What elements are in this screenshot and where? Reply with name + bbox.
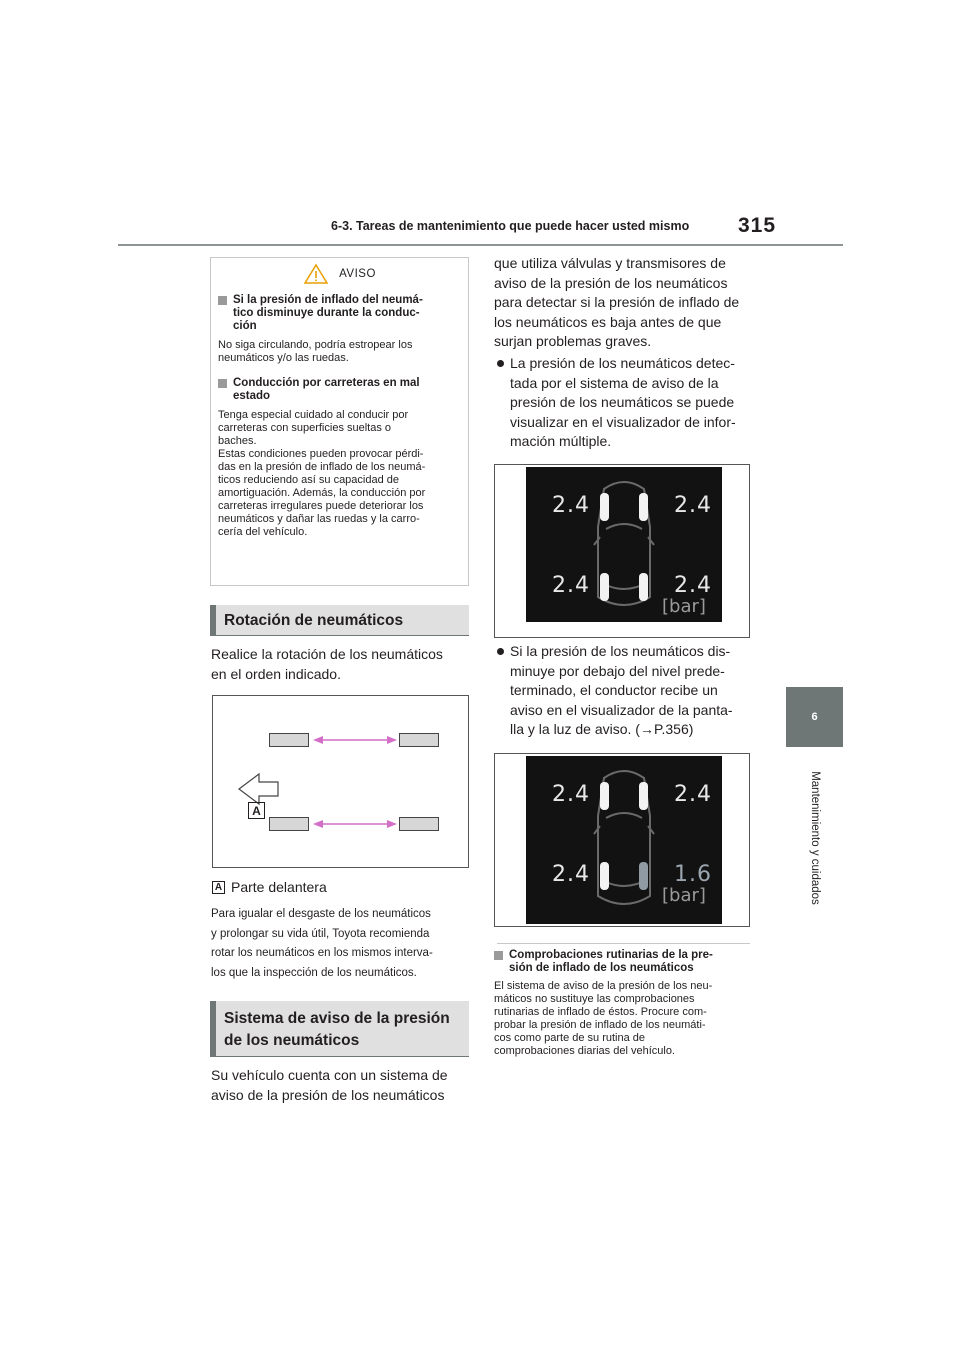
tpws-text-right: que utiliza válvulas y transmisores de aviso de la presión de los neumáticos para detectar si la presión de inflado de los neumáticos es baja antes de que surjan problemas graves. xyxy=(494,255,740,349)
rotation-note: Para igualar el desgaste de los neumáticos y prolongar su vida útil, Toyota recomienda rotar los neumáticos en los mismos interva- los que la inspección de los neumáticos. xyxy=(211,908,433,979)
front-direction-arrow xyxy=(239,774,278,804)
warning-section-title: Si la presión de inflado del neumá- tico disminuye durante la conduc- ción xyxy=(233,294,423,332)
bullet-dot-icon xyxy=(497,648,504,655)
section-title: 6-3. Tareas de mantenimiento que puede hacer usted mismo xyxy=(331,219,690,233)
square-bullet-icon xyxy=(218,379,227,388)
pressure-front-left: 2.4 xyxy=(552,493,590,518)
chapter-tab: 6 xyxy=(786,687,843,747)
warning-section xyxy=(218,377,461,539)
bullet-text: La presión de los neumáticos detec- tada por el sistema de aviso de la presión de los neumáticos se puede visualizar en el visualizador de infor- mación múltiple. xyxy=(510,355,736,449)
pressure-rear-left: 2.4 xyxy=(552,862,590,887)
note-divider xyxy=(497,943,750,944)
warning-header xyxy=(218,258,461,289)
pressure-unit: [bar] xyxy=(662,885,706,906)
bullet-item xyxy=(497,642,733,740)
pressure-unit: [bar] xyxy=(662,596,706,617)
bullet-dot-icon xyxy=(497,360,504,367)
legend-text: Parte delantera xyxy=(231,879,327,895)
figure-legend xyxy=(212,879,327,895)
warning-triangle-icon xyxy=(303,263,329,285)
pressure-rear-right-low: 1.6 xyxy=(674,862,712,887)
tire-pressure-display xyxy=(494,464,750,638)
warning-title: AVISO xyxy=(339,267,376,280)
square-bullet-icon xyxy=(218,296,227,305)
page-number: 315 xyxy=(738,214,777,237)
bullet-item xyxy=(497,354,736,452)
routine-check-note xyxy=(494,949,752,1058)
tire-pressure-display-warning xyxy=(494,753,750,927)
warning-section-body: Tenga especial cuidado al conducir por carreteras con superficies sueltas o baches. Estas condiciones pueden provocar pérdi- das en la presión de inflado de los neumá- ticos reduciendo así su capacidad de amortiguación. Además, la conducción por carreteras irregulares puede deteriorar los neumáticos y dañar las ruedas y la carro- cería del vehículo. xyxy=(218,409,426,538)
rotation-intro: Realice la rotación de los neumáticos en el orden indicado. xyxy=(211,646,443,682)
figure-label-a: A xyxy=(248,802,265,819)
rotation-arrows xyxy=(213,696,470,869)
display-screen xyxy=(526,756,722,924)
tpws-heading: Sistema de aviso de la presión de los neumáticos xyxy=(210,1001,469,1057)
tpws-text-left: Su vehículo cuenta con un sistema de aviso de la presión de los neumáticos xyxy=(211,1067,448,1103)
warning-section-title: Conducción por carreteras en mal estado xyxy=(233,377,420,402)
pressure-front-left: 2.4 xyxy=(552,782,590,807)
square-bullet-icon xyxy=(494,951,503,960)
legend-label-a: A xyxy=(212,881,225,894)
warning-box xyxy=(210,257,469,586)
header-rule xyxy=(118,244,843,246)
rotation-heading: Rotación de neumáticos xyxy=(210,605,469,636)
bullet-text: Si la presión de los neumáticos dis- minuye por debajo del nivel prede- terminado, el conductor recibe un aviso en el visualizador de la panta- lla y la luz de aviso. (→P.356) xyxy=(510,643,733,737)
pressure-front-right: 2.4 xyxy=(674,493,712,518)
chapter-label: Mantenimiento y cuidados xyxy=(809,771,821,905)
display-screen xyxy=(526,467,722,622)
note-title: Comprobaciones rutinarias de la pre- sión de inflado de los neumáticos xyxy=(509,949,713,974)
pressure-rear-left: 2.4 xyxy=(552,573,590,598)
pressure-rear-right: 2.4 xyxy=(674,573,712,598)
rotation-diagram xyxy=(212,695,469,868)
warning-section-body: No siga circulando, podría estropear los neumáticos y/o las ruedas. xyxy=(218,339,413,364)
warning-section xyxy=(218,294,461,365)
pressure-front-right: 2.4 xyxy=(674,782,712,807)
note-body: El sistema de aviso de la presión de los neu- máticos no sustituye las comprobaciones rutinarias de inflado de éstos. Procure com- probar la presión de inflado de los neumáti- cos como parte de su rutina de comprobaciones diarias del vehículo. xyxy=(494,980,713,1057)
